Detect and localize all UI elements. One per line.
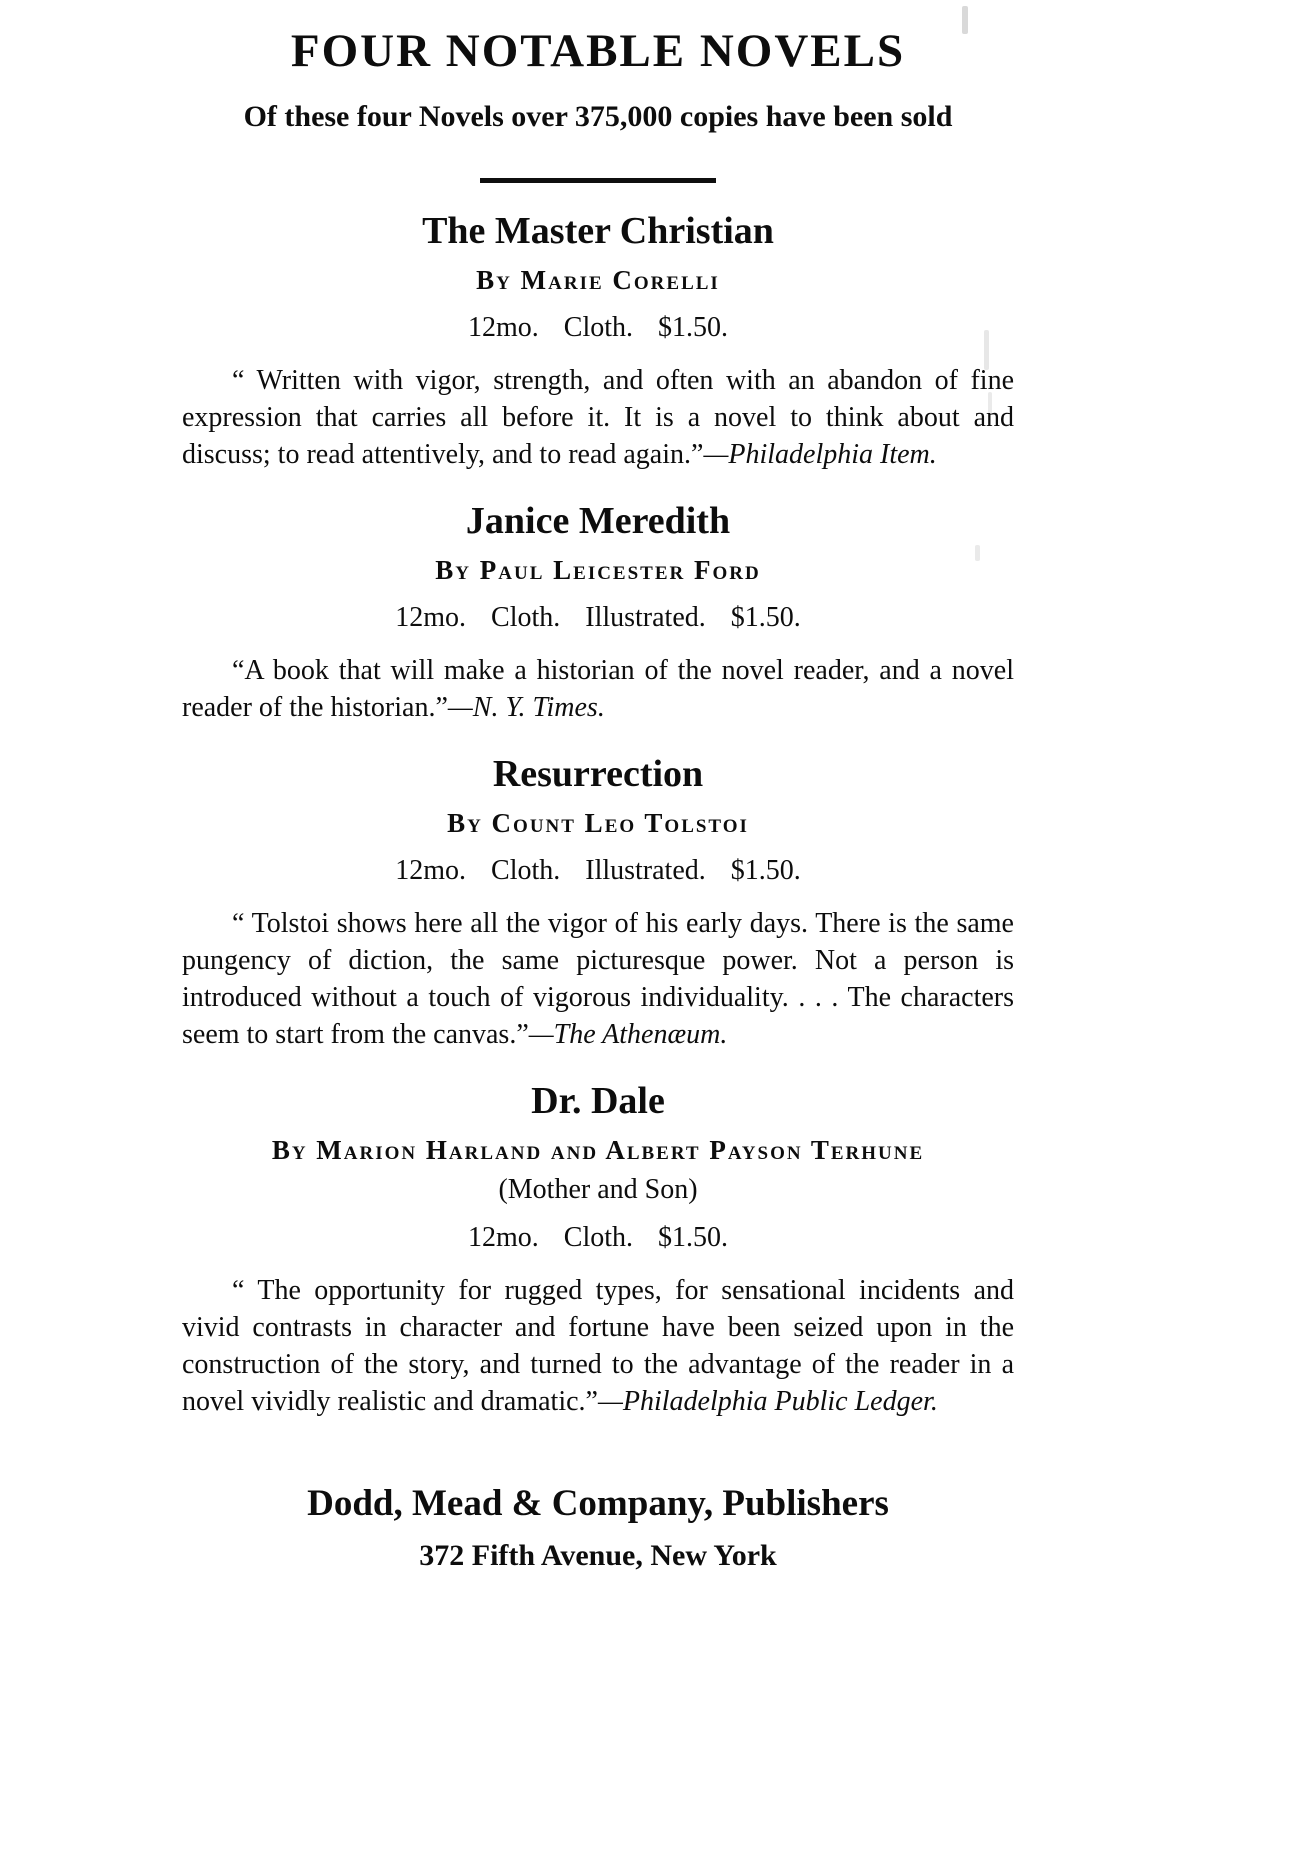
quote-text: “ The opportunity for rugged types, for sensational incidents and vivid contrasts in character and fortune have been seized upon in the construction of the story, and turned to the advantage of the reader in a novel vividly realistic and dramatic.” — [182, 1275, 1014, 1417]
book-format: 12mo. Cloth. Illustrated. $1.50. — [395, 602, 801, 633]
page-subtitle: Of these four Novels over 375,000 copies have been sold — [243, 100, 953, 133]
quote-source: —Philadelphia Item. — [703, 439, 937, 470]
book-byline: By Marie Corelli — [476, 265, 720, 295]
publisher-address: 372 Fifth Avenue, New York — [419, 1539, 777, 1572]
book-title: The Master Christian — [422, 210, 774, 252]
book-section-master-christian — [182, 209, 1014, 473]
quote-text: “ Written with vigor, strength, and often with an abandon of fine expression that carries all before it. It is a novel to think about and discuss; to read attentively, and to read again.” — [182, 365, 1014, 470]
book-title: Dr. Dale — [531, 1080, 665, 1122]
book-byline: By Count Leo Tolstoi — [447, 808, 749, 838]
quote-text: “A book that will make a historian of the novel reader, and a novel reader of the historian.” — [182, 655, 1014, 723]
quote-text: “ Tolstoi shows here all the vigor of his early days. There is the same pungency of diction, the same picturesque power. Not a person is introduced without a touch of vigorous individuality. . . . The characters seem to start from the canvas.” — [182, 908, 1014, 1050]
book-section-janice-meredith — [182, 499, 1014, 726]
publisher-line: Dodd, Mead & Company, Publishers — [307, 1483, 889, 1524]
book-format: 12mo. Cloth. $1.50. — [467, 312, 728, 343]
divider-rule — [480, 178, 716, 183]
book-format: 12mo. Cloth. $1.50. — [467, 1222, 728, 1253]
book-title: Janice Meredith — [465, 500, 731, 542]
book-subline: (Mother and Son) — [498, 1174, 698, 1205]
page-title: FOUR NOTABLE NOVELS — [290, 25, 906, 77]
text-column — [182, 24, 1014, 1573]
book-byline: By Marion Harland and Albert Payson Terhune — [271, 1135, 925, 1165]
quote-source: —Philadelphia Public Ledger. — [597, 1386, 938, 1417]
book-quote — [182, 652, 1014, 726]
book-title: Resurrection — [492, 753, 704, 795]
book-quote — [182, 905, 1014, 1053]
book-quote — [182, 362, 1014, 473]
book-quote — [182, 1272, 1014, 1420]
book-format: 12mo. Cloth. Illustrated. $1.50. — [395, 855, 801, 886]
quote-source: —N. Y. Times. — [447, 692, 605, 723]
book-byline: By Paul Leicester Ford — [435, 555, 761, 585]
book-section-dr-dale — [182, 1079, 1014, 1420]
quote-source: —The Athenæum. — [528, 1019, 728, 1050]
book-section-resurrection — [182, 752, 1014, 1053]
